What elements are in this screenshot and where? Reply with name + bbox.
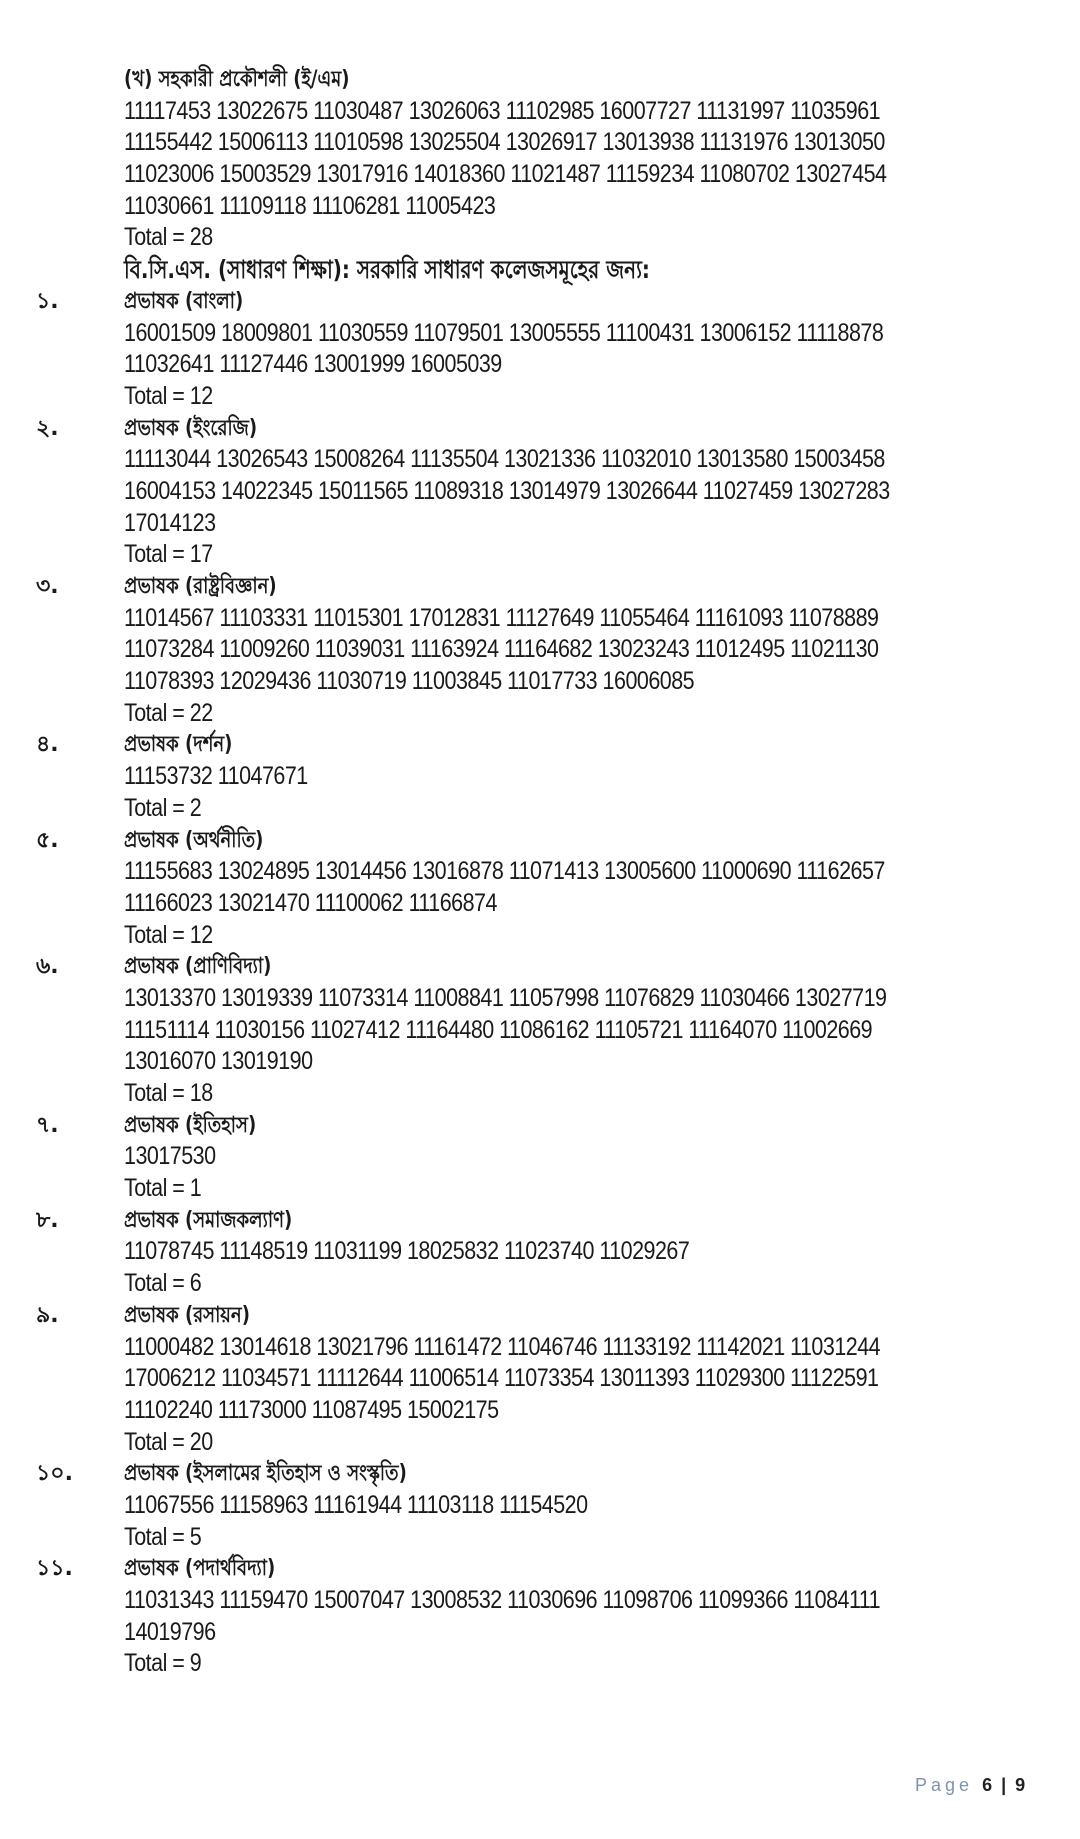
total-count: Total = 22 <box>124 698 213 727</box>
post-heading-line <box>0 413 1080 445</box>
total-count: Total = 18 <box>124 1079 213 1107</box>
post-index: ৮. <box>36 1207 59 1233</box>
roll-numbers: 11073284 11009260 11039031 11163924 11164682 13023243 11012495 11021130 <box>124 635 879 664</box>
roll-numbers: 13013370 13019339 11073314 11008841 11057998 11076829 11030466 13027719 <box>124 983 887 1012</box>
total-row <box>0 1268 1080 1300</box>
total-row <box>0 920 1080 952</box>
post-index: ৭. <box>36 1112 59 1138</box>
roll-row <box>0 191 1080 223</box>
post-heading-line <box>0 951 1080 983</box>
roll-numbers: 11032641 11127446 13001999 16005039 <box>124 350 502 379</box>
post-title: প্রভাষক (সমাজকল্যাণ) <box>124 1207 293 1233</box>
post-index: ৩. <box>36 574 59 599</box>
roll-numbers: 11166023 13021470 11100062 11166874 <box>124 888 497 917</box>
roll-numbers: 16004153 14022345 15011565 11089318 13014979 13026644 11027459 13027283 <box>124 476 890 505</box>
post-heading-line <box>0 1553 1080 1585</box>
post-index: ৫. <box>36 827 59 853</box>
roll-row <box>0 1585 1080 1617</box>
post-title: প্রভাষক (অর্থনীতি) <box>124 827 264 853</box>
post-heading-line <box>0 1458 1080 1490</box>
roll-numbers: 11078745 11148519 11031199 18025832 11023740 11029267 <box>124 1237 690 1266</box>
post-title: প্রভাষক (ইসলামের ইতিহাস ও সংস্কৃতি) <box>124 1461 407 1487</box>
roll-numbers: 11153732 11047671 <box>124 762 308 791</box>
total-count: Total = 20 <box>124 1427 213 1456</box>
roll-row <box>0 318 1080 350</box>
roll-row <box>0 508 1080 540</box>
roll-numbers: 11155442 15006113 11010598 13025504 13026917 13013938 11131976 13013050 <box>124 128 885 157</box>
document-page <box>0 64 1080 1680</box>
roll-numbers: 11151114 11030156 11027412 11164480 11086162 11105721 11164070 11002669 <box>124 1015 873 1044</box>
total-row <box>0 793 1080 825</box>
post-index: ১. <box>36 288 59 314</box>
post-title: প্রভাষক (ইতিহাস) <box>124 1112 257 1138</box>
post-index: ৬. <box>36 954 59 980</box>
total-row <box>0 222 1080 254</box>
roll-numbers: 17014123 <box>124 508 216 537</box>
post-heading-line <box>0 1205 1080 1237</box>
roll-row <box>0 603 1080 635</box>
roll-numbers: 11023006 15003529 13017916 14018360 11021487 11159234 11080702 13027454 <box>124 160 887 189</box>
total-count: Total = 12 <box>124 381 213 410</box>
roll-row <box>0 476 1080 508</box>
post-index: ৯. <box>36 1302 59 1328</box>
post-heading-line <box>0 286 1080 318</box>
roll-row <box>0 666 1080 698</box>
roll-numbers: 11078393 12029436 11030719 11003845 11017733 16006085 <box>124 667 695 696</box>
roll-row <box>0 1395 1080 1427</box>
post-heading-line <box>0 1110 1080 1142</box>
roll-row <box>0 634 1080 666</box>
roll-row <box>0 444 1080 476</box>
total-row <box>0 381 1080 413</box>
roll-row <box>0 1363 1080 1395</box>
total-count: Total = 17 <box>124 540 213 569</box>
total-count: Total = 2 <box>124 793 202 822</box>
roll-row <box>0 1046 1080 1078</box>
total-count: Total = 12 <box>124 920 213 949</box>
total-row <box>0 539 1080 571</box>
total-row <box>0 1648 1080 1680</box>
roll-numbers: 11014567 11103331 11015301 17012831 11127649 11055464 11161093 11078889 <box>124 603 879 632</box>
roll-row <box>0 127 1080 159</box>
roll-numbers: 11030661 11109118 11106281 11005423 <box>124 191 496 220</box>
roll-numbers: 11000482 13014618 13021796 11161472 11046746 11133192 11142021 11031244 <box>124 1332 881 1361</box>
roll-numbers: 13017530 <box>124 1142 216 1171</box>
roll-row <box>0 888 1080 920</box>
post-heading-line <box>0 825 1080 857</box>
total-row <box>0 1173 1080 1205</box>
roll-row <box>0 96 1080 128</box>
post-heading-line <box>0 571 1080 603</box>
total-row <box>0 1427 1080 1459</box>
roll-row <box>0 1332 1080 1364</box>
roll-row <box>0 1617 1080 1649</box>
total-row <box>0 1078 1080 1110</box>
roll-numbers: 14019796 <box>124 1617 216 1646</box>
roll-row <box>0 1236 1080 1268</box>
total-row <box>0 1522 1080 1554</box>
post-title: প্রভাষক (দর্শন) <box>124 732 233 758</box>
page-label: Page <box>915 1775 974 1795</box>
roll-row <box>0 349 1080 381</box>
roll-row <box>0 1015 1080 1047</box>
total-count: Total = 5 <box>124 1522 202 1551</box>
post-index: ২. <box>36 415 59 441</box>
post-title: প্রভাষক (পদার্থবিদ্যা) <box>124 1556 276 1582</box>
roll-numbers: 16001509 18009801 11030559 11079501 13005555 11100431 13006152 11118878 <box>124 318 884 347</box>
total-count: Total = 28 <box>124 223 213 252</box>
total-count: Total = 9 <box>124 1649 202 1678</box>
total-count: Total = 1 <box>124 1174 202 1203</box>
section-heading: (খ) সহকারী প্রকৌশলী (ই/এম) <box>124 67 350 92</box>
roll-numbers: 17006212 11034571 11112644 11006514 11073354 13011393 11029300 11122591 <box>124 1364 879 1393</box>
bcs-heading-line <box>0 254 1080 286</box>
post-index: ১০. <box>36 1461 73 1487</box>
post-heading-line <box>0 729 1080 761</box>
total-count: Total = 6 <box>124 1269 202 1298</box>
post-title: প্রভাষক (রসায়ন) <box>124 1302 250 1328</box>
total-row <box>0 698 1080 730</box>
roll-numbers: 11067556 11158963 11161944 11103118 11154520 <box>124 1490 588 1519</box>
roll-numbers: 11102240 11173000 11087495 15002175 <box>124 1395 499 1424</box>
roll-numbers: 11155683 13024895 13014456 13016878 11071413 13005600 11000690 11162657 <box>124 857 885 886</box>
page-footer <box>915 1775 1027 1796</box>
post-title: প্রভাষক (ইংরেজি) <box>124 415 258 441</box>
bcs-heading: বি.সি.এস. (সাধারণ শিক্ষা): সরকারি সাধারণ কলেজসমূহের জন্য: <box>124 255 650 285</box>
roll-row <box>0 983 1080 1015</box>
post-heading-line <box>0 1300 1080 1332</box>
page-number: 6 | 9 <box>982 1775 1028 1795</box>
roll-numbers: 11031343 11159470 15007047 13008532 11030696 11098706 11099366 11084111 <box>124 1586 881 1614</box>
roll-row <box>0 761 1080 793</box>
post-index: ১১. <box>36 1556 73 1582</box>
roll-row <box>0 1490 1080 1522</box>
post-title: প্রভাষক (রাষ্ট্রবিজ্ঞান) <box>124 574 277 599</box>
roll-row <box>0 1141 1080 1173</box>
post-title: প্রভাষক (প্রাণিবিদ্যা) <box>124 954 272 980</box>
roll-numbers: 13016070 13019190 <box>124 1047 313 1076</box>
post-index: ৪. <box>36 732 59 758</box>
section-heading-line <box>0 64 1080 96</box>
post-title: প্রভাষক (বাংলা) <box>124 288 244 314</box>
roll-row <box>0 159 1080 191</box>
roll-numbers: 11117453 13022675 11030487 13026063 11102985 16007727 11131997 11035961 <box>124 96 881 125</box>
roll-row <box>0 856 1080 888</box>
roll-numbers: 11113044 13026543 15008264 11135504 13021336 11032010 13013580 15003458 <box>124 445 885 474</box>
